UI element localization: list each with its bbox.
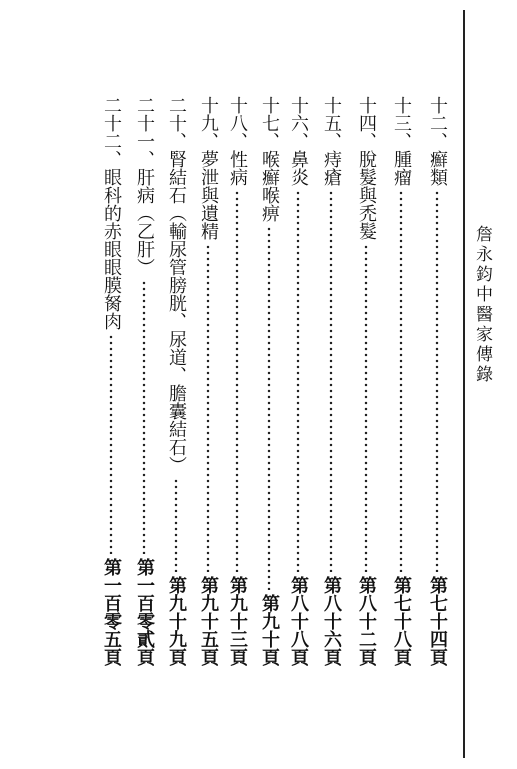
dot-leader	[163, 478, 189, 572]
toc-entry-page: 第七十八頁	[391, 576, 412, 666]
toc-entry-title: 鼻炎	[288, 150, 309, 186]
toc-entry-number: 十九、	[198, 96, 219, 150]
dot-leader	[388, 190, 414, 572]
toc-entry-title: 癬類	[427, 150, 448, 186]
toc-entry-21	[131, 96, 157, 666]
toc-entry-page: 第九十頁	[259, 594, 280, 666]
toc-entry-number: 十四、	[356, 96, 377, 150]
dot-leader	[256, 226, 282, 590]
toc-entry-22	[98, 96, 124, 666]
dot-leader	[98, 334, 124, 554]
toc-entry-13	[388, 96, 414, 666]
toc-entry-page: 第九十九頁	[166, 576, 187, 666]
toc-entry-page: 第八十六頁	[321, 576, 342, 666]
dot-leader	[224, 190, 250, 572]
dot-leader	[318, 190, 344, 572]
toc-entry-19	[195, 96, 221, 666]
toc-entry-page: 第八十二頁	[356, 576, 377, 666]
book-title: 詹永鈞中醫家傳錄	[472, 225, 492, 385]
margin-rule	[463, 10, 465, 758]
toc-entry-title: 眼科的赤眼眼膜胬肉	[101, 168, 122, 330]
toc-entry-title: 腫瘤	[391, 150, 412, 186]
toc-entry-20	[163, 96, 189, 666]
toc-entry-number: 十八、	[227, 96, 248, 150]
toc-entry-page: 第九十五頁	[198, 576, 219, 666]
toc-entry-page: 第一百零貳頁	[134, 558, 155, 666]
toc-entry-title: 痔瘡	[321, 150, 342, 186]
toc-entry-title: 肝病（乙肝）	[134, 168, 155, 276]
toc-entry-number: 十二、	[427, 96, 448, 150]
toc-entry-title: 腎結石（輸尿管膀胱、尿道、膽囊結石）	[166, 150, 187, 474]
toc-entry-12	[424, 96, 450, 666]
toc-entry-page: 第八十八頁	[288, 576, 309, 666]
toc-entry-page: 第七十四頁	[427, 576, 448, 666]
dot-leader	[285, 190, 311, 572]
toc-entry-title: 性病	[227, 150, 248, 186]
toc-entry-number: 十三、	[391, 96, 412, 150]
toc-entry-number: 十六、	[288, 96, 309, 150]
dot-leader	[195, 244, 221, 572]
dot-leader	[424, 190, 450, 572]
dot-leader	[131, 280, 157, 554]
dot-leader	[353, 244, 379, 572]
toc-entry-page: 第九十三頁	[227, 576, 248, 666]
toc-entry-title: 夢泄與遺精	[198, 150, 219, 240]
toc-entry-16	[285, 96, 311, 666]
toc-entry-number: 二十二、	[101, 96, 122, 168]
toc-entry-14	[353, 96, 379, 666]
toc-entry-number: 二十一、	[134, 96, 155, 168]
toc-entry-15	[318, 96, 344, 666]
toc-entry-18	[224, 96, 250, 666]
toc-entry-title: 喉癬喉痹	[259, 150, 280, 222]
toc-entry-number: 十七、	[259, 96, 280, 150]
toc-entry-title: 脫髮與禿髮	[356, 150, 377, 240]
toc-entry-17	[256, 96, 282, 666]
toc-entry-page: 第一百零五頁	[101, 558, 122, 666]
toc-entry-number: 十五、	[321, 96, 342, 150]
toc-entry-number: 二十、	[166, 96, 187, 150]
